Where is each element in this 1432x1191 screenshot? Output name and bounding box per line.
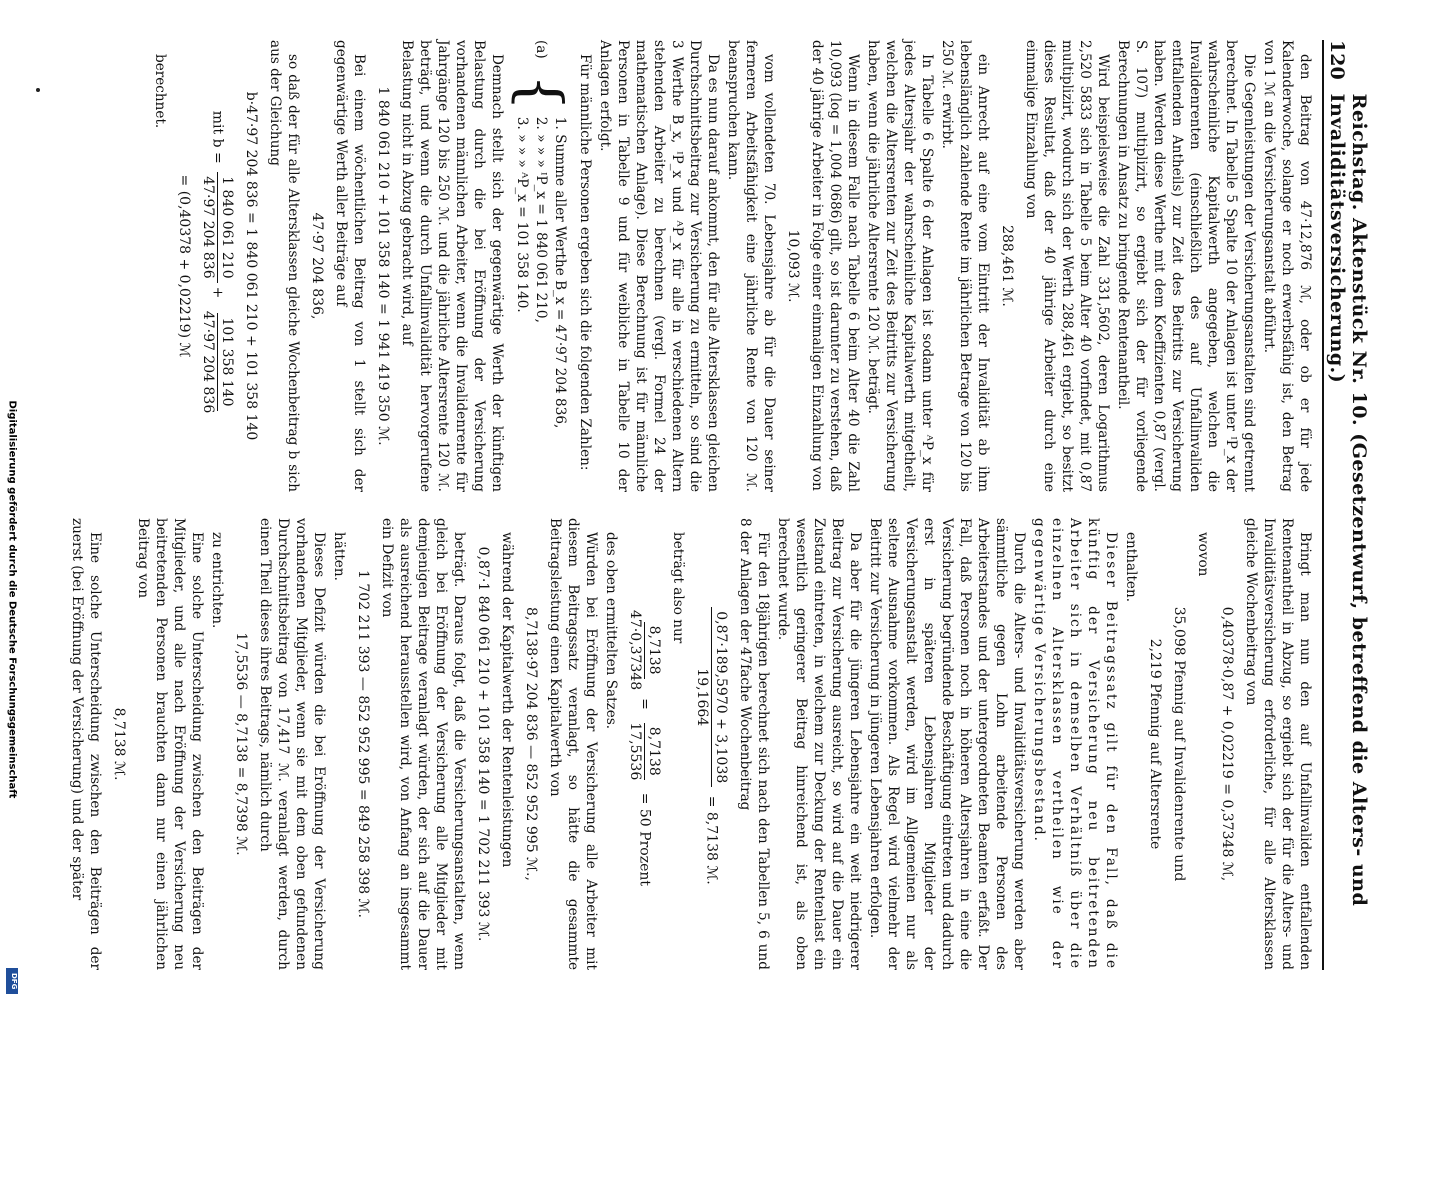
equation-fraction: mit b = 1 840 061 210 47·97 204 836 + 101 358 140 47·97 204 836 [199, 40, 236, 492]
paragraph: wovon [1195, 532, 1211, 577]
equation-fraction: 0,87·189,5970 + 3,1038 19,1664 = 8,7138 ℳ. [693, 518, 730, 970]
sum-line: 3. » » » ᴬP_x = 101 358 140. [514, 116, 530, 313]
paragraph: Eine solche Unterscheidung zwischen den Beiträgen der zuerst (bei Eröffnung der Versicherung) und der später [69, 518, 103, 970]
fraction: 0,87·189,5970 + 3,1038 19,1664 [693, 607, 730, 787]
paragraph: zu entrichten. [209, 532, 225, 629]
dfg-logo: DFG [6, 968, 18, 994]
equation: = (0,40378 + 0,02219) ℳ [176, 174, 192, 358]
sum-list [507, 40, 575, 492]
fraction: 101 358 140 47·97 204 836 [200, 310, 235, 414]
equation: b·47·97 204 836 = 1 840 061 210 + 101 358 140 [243, 91, 259, 441]
paragraph: den Beitrag von 47·12,876 ℳ, oder ob er für jede Kalenderwoche, solange er noch erwerbsfähig ist, den Betrag von 1 ℳ an die Versicherungsanstalt abführt. [1261, 40, 1313, 492]
paragraph: Eine solche Unterscheidung zwischen den Beiträgen der Mitglieder, und alle nach Eröffnung der Versicherung neu beitretenden Personen brauchten dann nur einen jährlichen Beitrag von [135, 518, 205, 970]
equation: 8,7138·97 204 836 — 852 952 995 ℳ., [523, 607, 539, 881]
paragraph: Für den 18jährigen berechnet sich nach den Tabellen 5, 6 und 8 der Anlagen der 47fache Wochenbeitrag [737, 518, 771, 970]
paragraph: Demnach stellt sich der gegenwärtige Werth der künftigen Belastung durch die bei Eröffnung der Versicherung vorhandenen männlichen Arbeiter, wenn die Invalidenrente für Jahrgänge 120 bis 250 ℳ. und die jährliche Altersrente 120 ℳ. beträgt, und wenn die durch Unfallinvalidität hervorgerufene Belastung nicht in Abzug gebracht wird, auf [399, 40, 505, 492]
equation: 288,461 ℳ. [999, 225, 1015, 307]
equation: 17,5536 — 8,7138 = 8,7398 ℳ. [233, 632, 249, 856]
fraction: 8,7138 17,5536 [627, 722, 662, 781]
paragraph: hätten. [331, 532, 347, 581]
paragraph: Die Gegenleistungen der Versicherungsanstalten sind getrennt berechnet. In Tabelle 5 Spalte 10 der Anlagen ist unter ᴵP_x der wahrscheinliche Kapitalwerth angegeben, welchen die Invalidenrenten (einschließlich des auf Unfallinvaliden entfallenden Antheils) zur Zeit des Beitritts zur Versicherung haben. Werden diese Werthe mit dem Koeffizienten 0,87 (vergl. S. 107) multiplizirt, so ergiebt sich der für vorliegende Berechnungen in Ansatz zu bringende Rentenantheil. [1115, 40, 1257, 492]
paragraph: so daß der für alle Altersklassen gleiche Wochenbeitrag b sich aus der Gleichung [267, 40, 301, 492]
equation: 47·97 204 836, [309, 212, 325, 320]
eq-prefix: mit [209, 110, 226, 135]
paragraph: des oben ermittelten Satzes. [603, 532, 619, 730]
equation-fraction: 8,7138 47·0,37348 = 8,7138 17,5536 = 50 Prozent [626, 518, 663, 970]
equation: 2,219 Pfennig auf Altersrente [1147, 638, 1163, 850]
paragraph: Bei einem wöchentlichen Beitrag von 1 stellt sich der gegenwärtige Werth aller Beiträge auf [333, 40, 367, 492]
left-column [84, 40, 1314, 492]
paragraph: beträgt also nur [670, 532, 686, 644]
credit-text: Digitalisierung gefördert durch die Deutsche Forschungsgemeinschaft [6, 400, 18, 799]
sum-label: (a) [533, 40, 549, 59]
paragraph: Bringt man nun den auf Unfallinvaliden entfallenden Rentenantheil in Abzug, so ergiebt sich der für die Alters- und Invaliditätsversicherung erforderliche, für alle Altersklassen gleiche Wochenbeitrag von [1243, 518, 1313, 970]
page-number: 120 [1326, 40, 1348, 80]
paragraph: Für männliche Personen ergeben sich die folgenden Zahlen: [577, 54, 593, 471]
paragraph: Würden bei Eröffnung der Versicherung alle Arbeiter mit diesem Beitragssatz veranlagt, so hätte die gesammte Beitragsleistung einen Kapitalwerth von [547, 518, 599, 970]
paragraph: Dieses Defizit würden die bei Eröffnung der Versicherung vorhandenen Mitglieder, wenn sie mit dem oben gefundenen Durchschnittsbeitrag von 17,417 ℳ. veranlagt werden, durch einen Theil dieses ihres Beitrags, nämlich durch [257, 518, 327, 970]
paragraph: Dieser Beitragssatz gilt für den Fall, daß die künftig der Versicherung neu beitretenden Arbeiter sich in demselben Verhältniß über die einzelnen Altersklassen vertheilen wie der gegenwärtige Versicherungsbestand. [1031, 518, 1119, 970]
paragraph: vom vollendeten 70. Lebensjahre ab für die Dauer seiner ferneren Arbeitsfähigkeit eine jährliche Rente von 120 ℳ. beanspruchen kann. [725, 40, 777, 492]
paragraph: Wird beispielsweise die Zahl 331,5602, deren Logarithmus 2,520 5833 sich in Tabelle 5 beim Alter 40 vorfindet, mit 0,87 multiplizirt, wodurch sich der Werth 288,461 ergiebt, so besitzt dieses Resultat, daß der 40 jährige Arbeiter durch eine einmalige Einzahlung von [1023, 40, 1111, 492]
sum-line: 2. » » » ᴵP_x = 1 840 061 210, [533, 116, 549, 323]
equation: 0,87·1 840 061 210 + 101 358 140 = 1 702 211 393 ℳ. [475, 546, 491, 942]
paragraph: während der Kapitalwerth der Rentenleistungen [499, 532, 515, 868]
page-header [1322, 40, 1370, 970]
right-column [69, 518, 1314, 970]
paragraph: ein Anrecht auf eine vom Eintritt der Invalidität ab ihm lebenslänglich zahlende Rente im jährlichen Betrage von 120 bis 250 ℳ. erwirbt. [939, 40, 991, 492]
paragraph: Durch die Alters- und Invaliditätsversicherung werden aber sämmtliche gegen Lohn arbeitende Personen des Arbeiterstandes und der untergeordneten Beamten erfaßt. Der Fall, daß Personen noch in höheren Altersjahren in eine die Versicherung begründende Beschäftigung eintreten und dadurch erst in späteren Lebensjahren Mitglieder der Versicherungsanstalt werden, wird im Allgemeinen nur als seltene Ausnahme vorkommen. Als Regel wird vielmehr der Beitritt zur Versicherung in jüngeren Lebensjahren erfolgen. [867, 518, 1027, 970]
paragraph: Da es nun darauf ankommt, den für alle Altersklassen gleichen Durchschnittsbeitrag zur Versicherung zu ermitteln, so sind die 3 Werthe B_x, ᴵP_x und ᴬP_x für alle in verschiedenen Altern stehenden Arbeiter zu berechnen (vergl. Formel 24 der mathematischen Anlage). Diese Berechnung ist für männliche Personen in Tabelle 9 und für weibliche in Tabelle 10 der Anlagen erfolgt. [597, 40, 721, 492]
paragraph: berechnet. [152, 54, 168, 129]
equation: 8,7138 ℳ. [111, 707, 127, 781]
equation: 1 702 211 393 — 852 952 995 = 849 258 398 ℳ. [355, 570, 371, 918]
sum-line: 1. Summe aller Werthe B_x = 47·97 204 836, [552, 116, 568, 429]
equation: 0,40378·0,87 + 0,02219 = 0,37348 ℳ, [1219, 606, 1235, 882]
brace-glyph: { [507, 74, 575, 111]
fraction: 1 840 061 210 47·97 204 836 [199, 172, 236, 282]
fraction: 8,7138 47·0,37348 [627, 609, 662, 691]
equation: 1 840 061 210 + 101 358 140 = 1 941 419 350 ℳ. [375, 86, 391, 446]
paragraph: beträgt. Daraus folgt, daß die Versicherungsanstalten, wenn gleich bei Eröffnung der Versicherung alle Mitglieder mit demjenigen Beitrage veranlagt würden, der sich auf die Dauer als ausreichend herausstellen wird, von Anfang an insgesammt ein Defizit von [379, 518, 467, 970]
paragraph: enthalten. [1123, 532, 1139, 603]
page-title: Reichstag. Aktenstück Nr. 10. (Gesetzentwurf, betreffend die Alters- und Invaliditätsversicherung.) [1326, 93, 1370, 907]
paragraph: Wenn in diesem Falle nach Tabelle 6 beim Alter 40 die Zahl 10,093 (log = 1,004 0686) gilt, so ist darunter zu verstehen, daß der 40 jährige Arbeiter in Folge einer einmaligen Einzahlung von [809, 40, 861, 492]
equation: 10,093 ℳ. [785, 229, 801, 303]
equation: 35,098 Pfennig auf Invalidenrente und [1171, 606, 1187, 882]
paragraph: In Tabelle 6 Spalte 6 der Anlagen ist sodann unter ᴬP_x für jedes Altersjahr der wahrscheinliche Kapitalwerth mitgetheilt, welchen die Altersrenten zur Zeit des Beitritts zur Versicherung haben, wenn die jährliche Altersrente 120 ℳ. beträgt. [865, 40, 935, 492]
eq-b: b = [209, 138, 226, 164]
paragraph: Da aber für die jüngeren Lebensjahre ein weit niedrigerer Beitrag zur Versicherung ausreicht, so wird auf die Dauer ein Zustand eintreten, in welchem zur Deckung der Rentenlast ein wesentlich geringerer Beitrag hinreichend ist, als oben berechnet wurde. [775, 518, 863, 970]
